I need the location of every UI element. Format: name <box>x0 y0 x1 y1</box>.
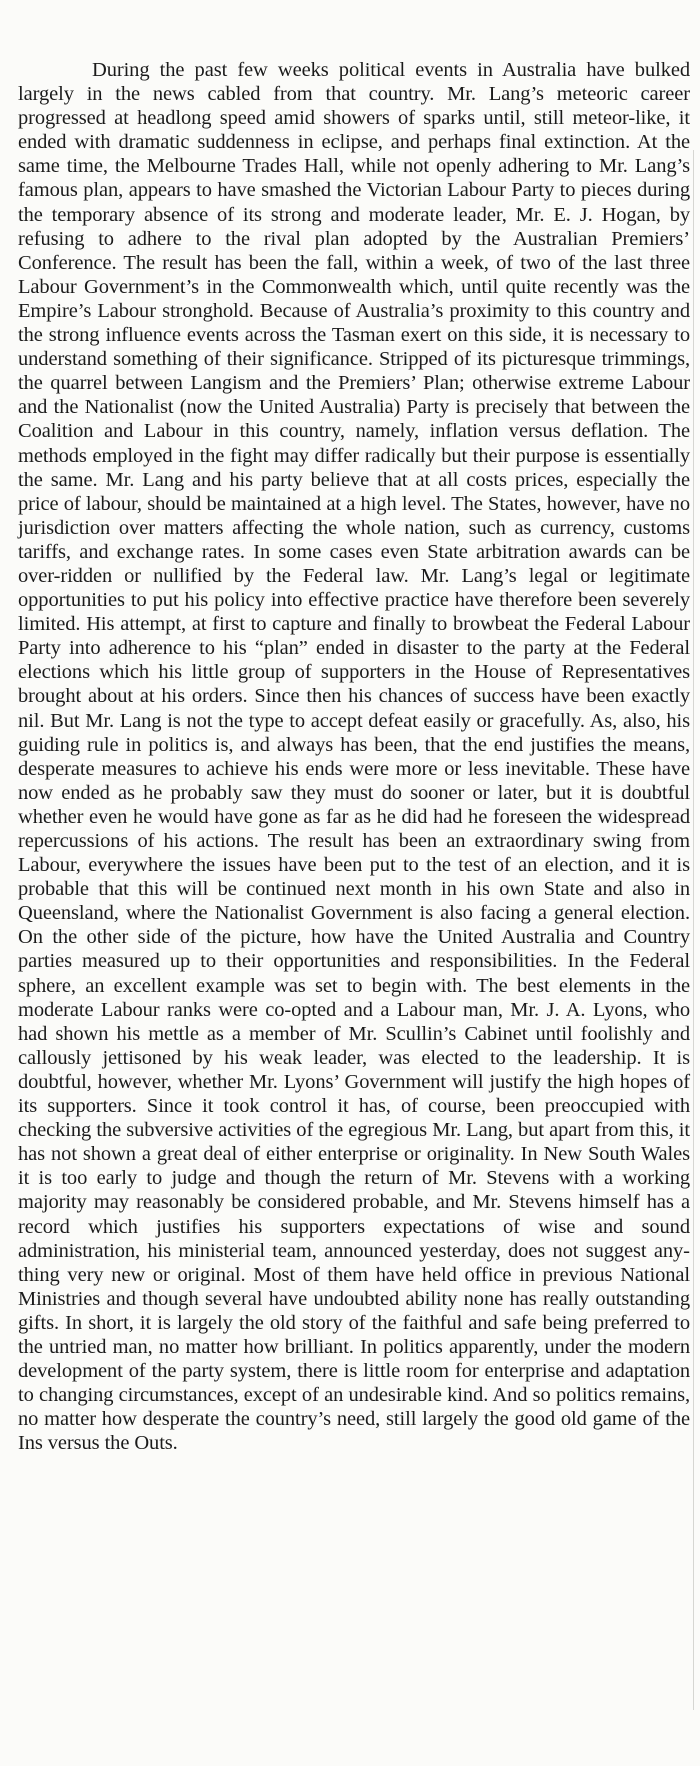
column-edge-rule <box>693 150 694 1710</box>
editorial-column <box>18 58 690 1455</box>
article-paragraph: During the past few weeks political events in Australia have bulked largely in the news cabled from that country. Mr. Lang’s meteoric career progressed at headlong speed amid showers of sparks until, still meteor-like, it ended with dramatic suddenness in eclipse, and perhaps final extinction. At the same time, the Melbourne Trades Hall, while not openly adhering to Mr. Lang’s famous plan, appears to have smashed the Victorian Labour Party to pieces during the temporary absence of its strong and moderate leader, Mr. E. J. Hogan, by refusing to adhere to the rival plan adopted by the Australian Premiers’ Conference. The result has been the fall, within a week, of two of the last three Labour Government’s in the Commonwealth which, until quite recently was the Empire’s Labour stronghold. Because of Australia’s proximity to this country and the strong influence events across the Tasman exert on this side, it is necessary to understand something of their significance. Stripped of its picturesque trimmings, the quarrel between Langism and the Premiers’ Plan; otherwise extreme Labour and the Nationalist (now the United Australia) Party is precisely that between the Coalition and Labour in this country, namely, inflation versus deflation. The methods employed in the fight may differ radically but their purpose is essentially the same. Mr. Lang and his party believe that at all costs prices, especially the price of labour, should be maintained at a high level. The States, however, have no jurisdiction over matters affecting the whole nation, such as currency, customs tariffs, and exchange rates. In some cases even State arbitration awards can be over-ridden or nullified by the Federal law. Mr. Lang’s legal or legitimate opportunities to put his policy into effective practice have therefore been severely limited. His attempt, at first to capture and finally to browbeat the Federal Labour Party into adherence to his “plan” ended in disaster to the party at the Federal elections which his little group of supporters in the House of Representatives brought about at his orders. Since then his chances of success have been exactly nil. But Mr. Lang is not the type to accept defeat easily or gracefully. As, also, his guiding rule in politics is, and always has been, that the end justifies the means, desperate measures to achieve his ends were more or less inevitable. These have now ended as he probably saw they must do sooner or later, but it is doubtful whether even he would have gone as far as he did had he foreseen the widespread repercussions of his actions. The result has been an extraordinary swing from Labour, everywhere the issues have been put to the test of an election, and it is probable that this will be continued next month in his own State and also in Queensland, where the Nationalist Government is also facing a general election. On the other side of the picture, how have the United Australia and Country parties measured up to their opportunities and responsibilities. In the Federal sphere, an excellent example was set to begin with. The best elements in the moderate Labour ranks were co-opted and a Labour man, Mr. J. A. Lyons, who had shown his mettle as a member of Mr. Scullin’s Cabinet until foolishly and callously jettisoned by his weak leader, was elected to the leadership. It is doubtful, however, whether Mr. Lyons’ Government will justify the high hopes of its supporters. Since it took control it has, of course, been preoccupied with checking the subversive activities of the egregious Mr. Lang, but apart from this, it has not shown a great deal of either enterprise or originality. In New South Wales it is too early to judge and though the return of Mr. Stevens with a working majority may reasonably be considered probable, and Mr. Stevens himself has a record which justifies his supporters expectations of wise and sound administration, his ministerial team, announced yesterday, does not suggest anything very new or original. Most of them have held office in previous National Ministries and though several have undoubted ability none has really outstanding gifts. In short, it is largely the old story of the faithful and safe being preferred to the untried man, no matter how brilliant. In politics apparently, under the modern development of the party system, there is little room for enterprise and adaptation to changing circumstances, except of an undesirable kind. And so politics remains, no matter how desperate the country’s need, still largely the good old game of the Ins versus the Outs. <box>18 59 690 1455</box>
